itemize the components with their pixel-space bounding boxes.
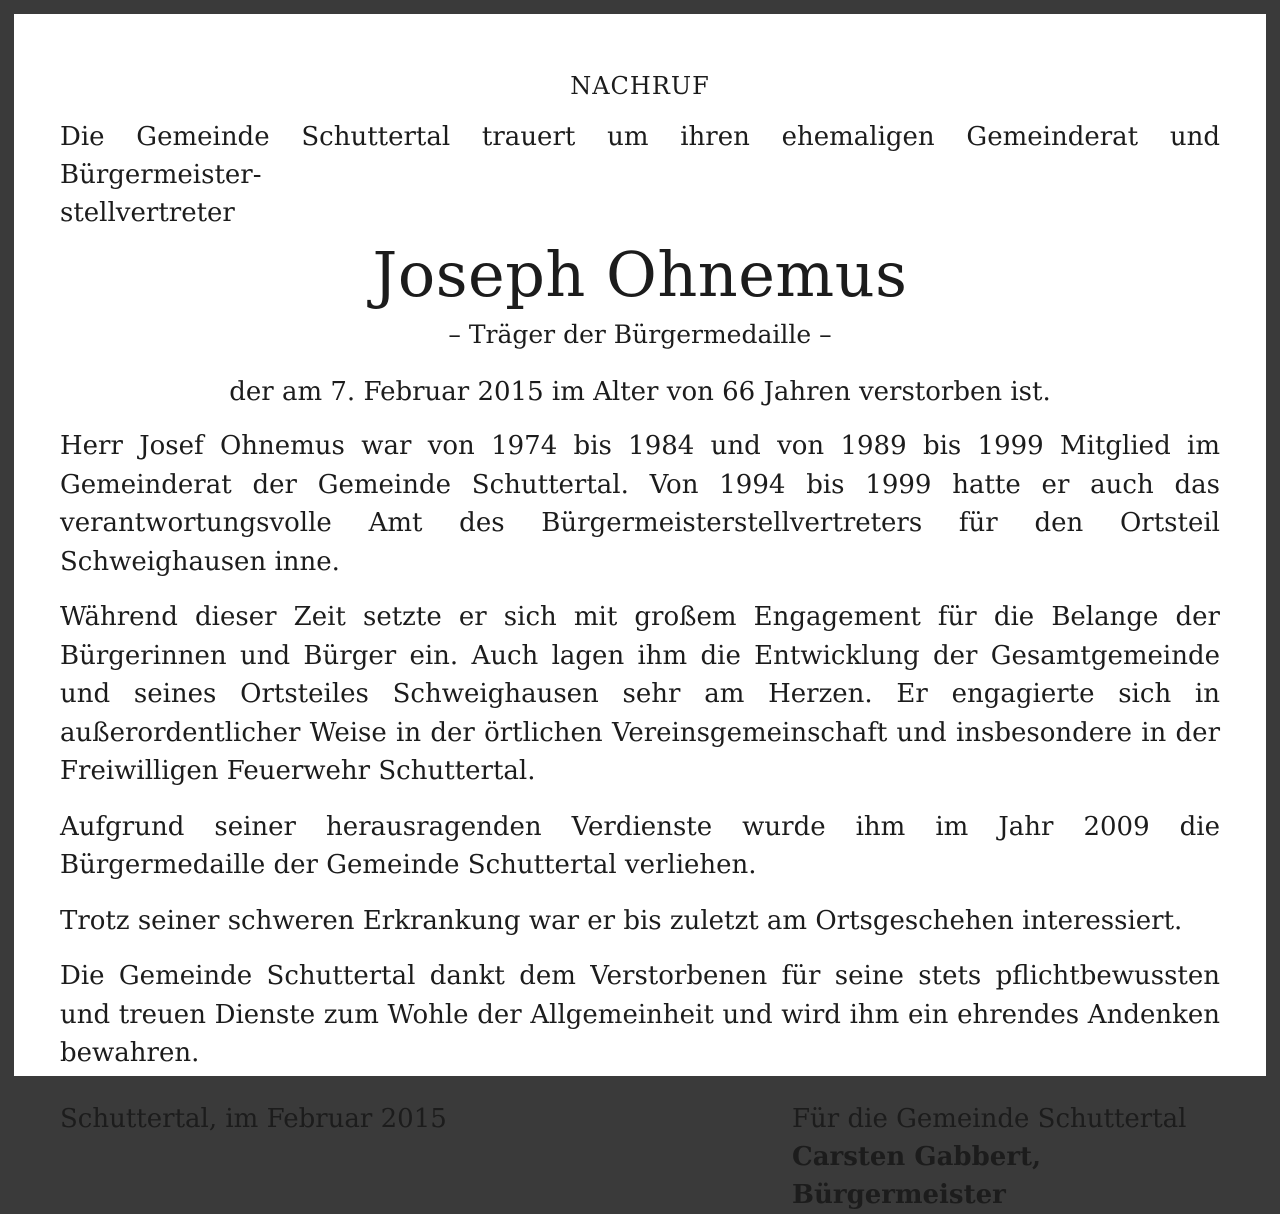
intro-line-2: stellvertreter xyxy=(60,198,235,228)
notice-heading: NACHRUF xyxy=(570,72,710,100)
paragraph-engagement: Während dieser Zeit setzte er sich mit großem Engagement für die Belange der Bürgerinnen und Bürger ein. Auch lagen ihm die Entwicklung der Gesamtgemeinde und seines Ortsteiles Schweighausen sehr am Herzen. Er engagierte sich in außerordentlicher Weise in der örtlichen Vereinsgemeinschaft und insbesondere in der Freiwilligen Feuerwehr Schuttertal. xyxy=(60,602,1220,786)
intro-text xyxy=(60,118,1220,232)
obituary-notice xyxy=(14,14,1266,1210)
notice-footer xyxy=(60,1100,1220,1214)
deceased-name: Joseph Ohnemus xyxy=(372,238,908,311)
death-line: der am 7. Februar 2015 im Alter von 66 Jahren verstorben ist. xyxy=(229,377,1051,407)
paragraph-illness: Trotz seiner schweren Erkrankung war er bis zuletzt am Ortsgeschehen interessiert. xyxy=(60,905,1183,936)
notice-content xyxy=(60,70,1220,1214)
place-date: Schuttertal, im Februar 2015 xyxy=(60,1103,447,1134)
paragraph-medal: Aufgrund seiner herausragenden Verdienste wurde ihm im Jahr 2009 die Bürgermedaille der Gemeinde Schuttertal verliehen. xyxy=(60,811,1220,880)
signature-org: Für die Gemeinde Schuttertal xyxy=(792,1103,1187,1134)
paragraph-thanks: Die Gemeinde Schuttertal dankt dem Verstorbenen für seine stets pflichtbewussten und treuen Dienste zum Wohle der Allgemeinheit und wird ihm ein ehrendes Andenken bewahren. xyxy=(60,961,1220,1068)
paragraph-career: Herr Josef Ohnemus war von 1974 bis 1984 und von 1989 bis 1999 Mitglied im Gemeinderat der Gemeinde Schuttertal. Von 1994 bis 1999 hatte er auch das verantwortungsvolle Amt des Bürgermeisterstellvertreters für den Ortsteil Schweighausen inne. xyxy=(60,431,1220,577)
honor-subtitle: – Träger der Bürgermedaille – xyxy=(448,320,832,349)
intro-line-1: Die Gemeinde Schuttertal trauert um ihren ehemaligen Gemeinderat und Bürgermeister- xyxy=(60,122,1220,190)
signature-name: Carsten Gabbert, Bürgermeister xyxy=(792,1141,1042,1210)
signature-block xyxy=(792,1100,1220,1214)
